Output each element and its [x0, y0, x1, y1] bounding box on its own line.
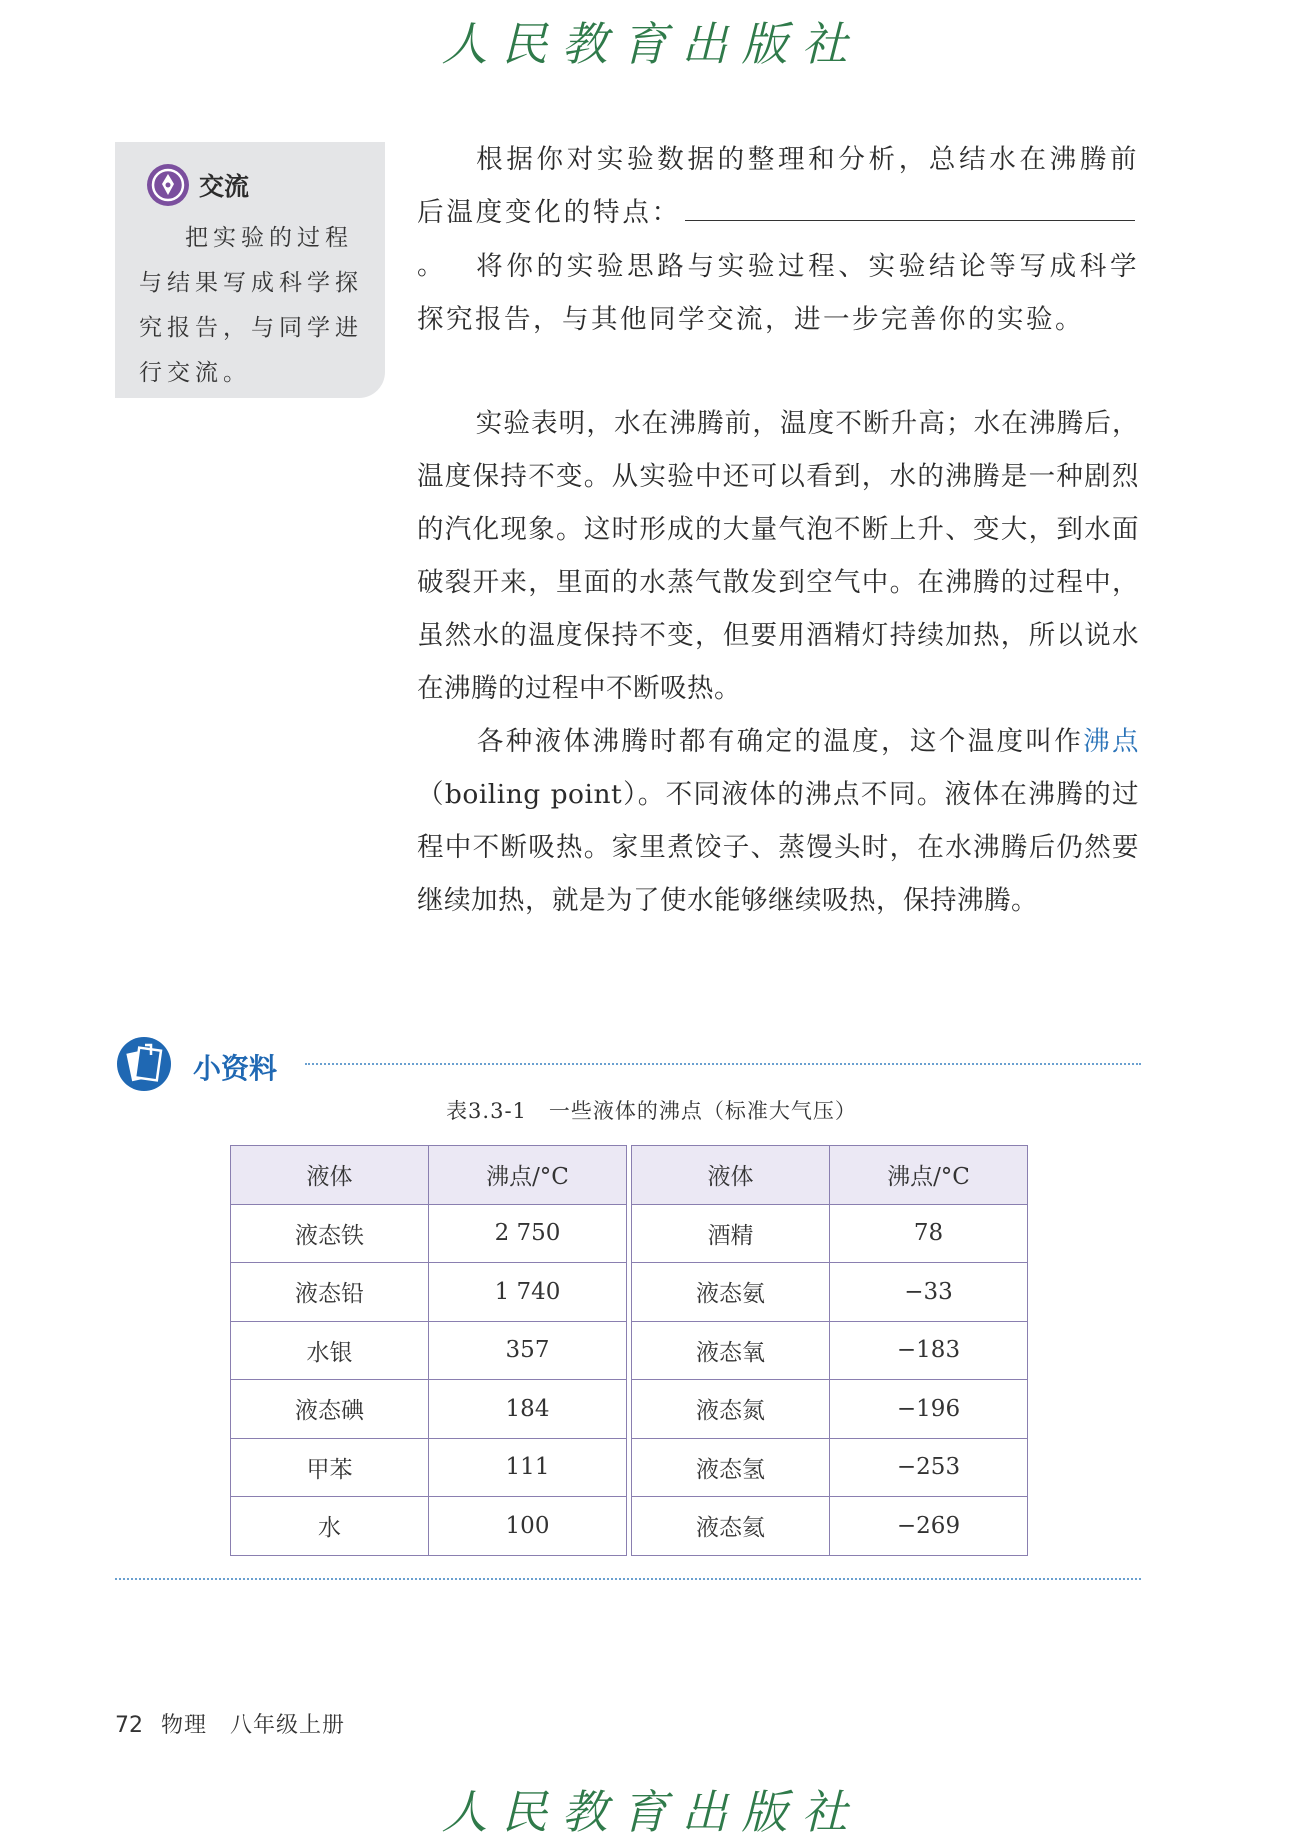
table-row: [231, 1204, 1028, 1263]
column-header: 液体: [632, 1146, 830, 1205]
pen-nib-icon: [147, 164, 189, 206]
column-header: 沸点/°C: [429, 1146, 627, 1205]
table-caption: 表3.3-1 一些液体的沸点（标准大气压）: [446, 1099, 857, 1123]
paragraph-experiment-result: [417, 397, 1139, 715]
dotted-divider: [305, 1063, 1141, 1065]
paragraph-boiling-point: [417, 715, 1139, 927]
table-cell: −196: [830, 1380, 1028, 1439]
p1-text: 根据你对实验数据的整理和分析，总结水在沸腾前后温度变化的特点：: [417, 144, 1139, 228]
table-cell: 液态氮: [632, 1380, 830, 1439]
table-cell: 液态氢: [632, 1438, 830, 1497]
page-number: 72: [115, 1713, 143, 1738]
table-cell: 357: [429, 1321, 627, 1380]
table-cell: −183: [830, 1321, 1028, 1380]
sidebar-title: 交流: [199, 172, 250, 201]
table-row: [231, 1321, 1028, 1380]
p1-end: 。: [417, 250, 446, 281]
table-cell: 2 750: [429, 1204, 627, 1263]
table-cell: 酒精: [632, 1204, 830, 1263]
table-cell: 液态碘: [231, 1380, 429, 1439]
dotted-divider-bottom: [115, 1578, 1141, 1580]
table-header-row: [231, 1146, 1028, 1205]
table-cell: 100: [429, 1497, 627, 1556]
table-cell: 液态铅: [231, 1263, 429, 1322]
table-row: [231, 1438, 1028, 1497]
p2-text: 将你的实验思路与实验过程、实验结论等写成科学探究报告，与其他同学交流，进一步完善你的实验。: [417, 251, 1139, 335]
table-cell: −33: [830, 1263, 1028, 1322]
sidebar-header: [147, 164, 365, 206]
book-title: 物理 八年级上册: [161, 1713, 346, 1738]
table-row: [231, 1380, 1028, 1439]
book-clip-icon: [115, 1035, 173, 1093]
table-cell: 液态氦: [632, 1497, 830, 1556]
table-row: [231, 1497, 1028, 1556]
p3-text: 实验表明，水在沸腾前，温度不断升高；水在沸腾后，温度保持不变。从实验中还可以看到，水的沸腾是一种剧烈的汽化现象。这时形成的大量气泡不断上升、变大，到水面破裂开来，里面的水蒸气散发到空气中。在沸腾的过程中，虽然水的温度保持不变，但要用酒精灯持续加热，所以说水在沸腾的过程中不断吸热。: [417, 408, 1139, 704]
table-cell: 111: [429, 1438, 627, 1497]
exchange-sidebar: [115, 142, 385, 398]
paragraph-report-task: [417, 240, 1139, 346]
table-cell: 液态铁: [231, 1204, 429, 1263]
table-cell: −253: [830, 1438, 1028, 1497]
table-cell: −269: [830, 1497, 1028, 1556]
answer-blank: [685, 192, 1135, 221]
table-cell: 甲苯: [231, 1438, 429, 1497]
publisher-logo-top: 人民教育出版社: [441, 17, 862, 71]
sidebar-text: 把实验的过程与结果写成科学探究报告，与同学进行交流。: [139, 225, 363, 386]
boiling-point-term: 沸点: [1083, 726, 1140, 757]
p4-text-after: （boiling point）。不同液体的沸点不同。液体在沸腾的过程中不断吸热。家里煮饺子、蒸馒头时，在水沸腾后仍然要继续加热，就是为了使水能够继续吸热，保持沸腾。: [417, 779, 1139, 916]
p4-text-before: 各种液体沸腾时都有确定的温度，这个温度叫作: [475, 726, 1084, 757]
table-cell: 184: [429, 1380, 627, 1439]
column-header: 液体: [231, 1146, 429, 1205]
table-cell: 液态氨: [632, 1263, 830, 1322]
table-row: [231, 1263, 1028, 1322]
table-cell: 1 740: [429, 1263, 627, 1322]
publisher-logo-bottom: 人民教育出版社: [441, 1785, 862, 1839]
table-cell: 78: [830, 1204, 1028, 1263]
table-cell: 水银: [231, 1321, 429, 1380]
boiling-point-table: [230, 1145, 1028, 1556]
resource-header: [115, 1035, 1141, 1095]
column-header: 沸点/°C: [830, 1146, 1028, 1205]
table-cell: 液态氧: [632, 1321, 830, 1380]
resource-title: 小资料: [193, 1052, 278, 1085]
table-cell: 水: [231, 1497, 429, 1556]
page-footer: [115, 1708, 345, 1739]
